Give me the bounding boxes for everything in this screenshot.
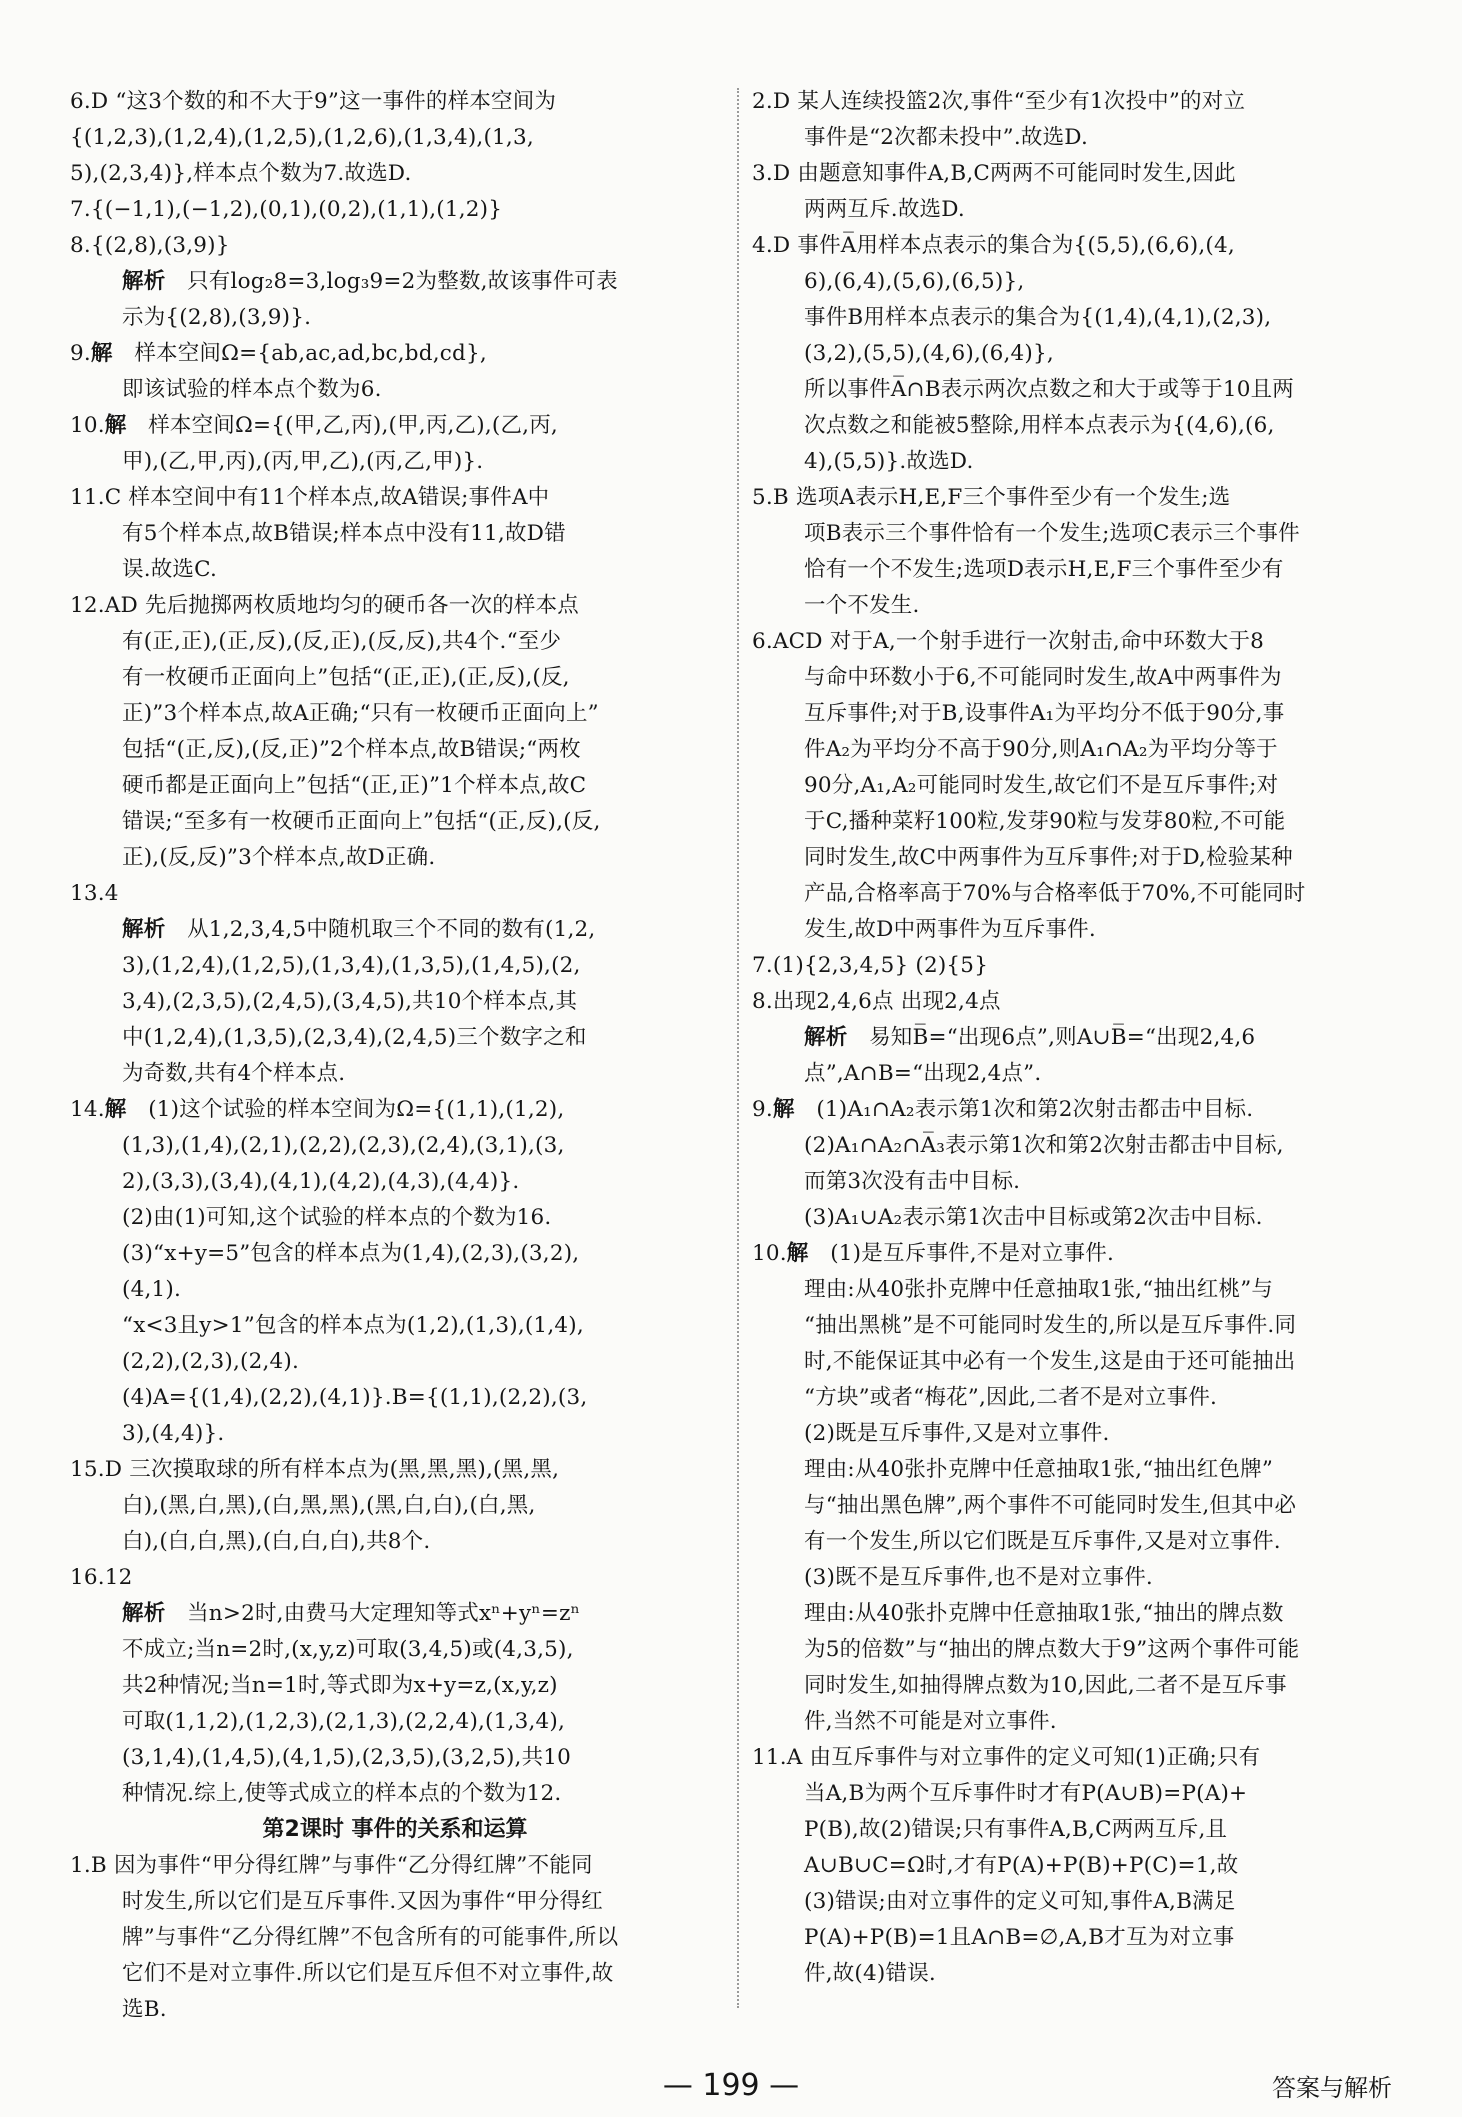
answer-label: 解析 bbox=[804, 1025, 848, 1050]
text-line bbox=[70, 1128, 720, 1164]
line-text: 11.C 样本空间中有11个样本点,故A错误;事件A中 bbox=[70, 485, 550, 510]
text-line bbox=[70, 1056, 720, 1092]
text-line bbox=[70, 624, 720, 660]
answer-label: 解 bbox=[786, 1241, 809, 1266]
line-text: 6.ACD 对于A,一个射手进行一次射击,命中环数大于8 bbox=[752, 629, 1265, 654]
line-text: 正)”3个样本点,故A正确;“只有一枚硬币正面向上” bbox=[122, 701, 599, 726]
line-text: 件A₂为平均分不高于90分,则A₁∩A₂为平均分等于 bbox=[804, 737, 1278, 762]
line-text: 误.故选C. bbox=[122, 557, 218, 582]
line-text: 3),(1,2,4),(1,2,5),(1,3,4),(1,3,5),(1,4,5),(2, bbox=[122, 953, 581, 978]
text-line bbox=[752, 1740, 1402, 1776]
right-column bbox=[752, 84, 1402, 1992]
line-text: P(B),故(2)错误;只有事件A,B,C两两互斥,且 bbox=[804, 1817, 1228, 1842]
text-line bbox=[752, 1848, 1402, 1884]
line-text: (3,1,4),(1,4,5),(4,1,5),(2,3,5),(3,2,5),共10 bbox=[122, 1745, 572, 1770]
answer-label: 解 bbox=[772, 1097, 795, 1122]
text-line bbox=[752, 408, 1402, 444]
text-line bbox=[70, 1308, 720, 1344]
text-line bbox=[70, 300, 720, 336]
line-text: 2),(3,3),(3,4),(4,1),(4,2),(4,3),(4,4)}. bbox=[122, 1169, 520, 1194]
text-line bbox=[70, 1884, 720, 1920]
text-line bbox=[70, 660, 720, 696]
line-text: {(1,2,3),(1,2,4),(1,2,5),(1,2,6),(1,3,4),(1,3, bbox=[70, 125, 534, 150]
line-text: 16.12 bbox=[70, 1565, 133, 1590]
text-line bbox=[70, 984, 720, 1020]
text-line bbox=[70, 1848, 720, 1884]
text-line bbox=[752, 1200, 1402, 1236]
text-line bbox=[70, 1740, 720, 1776]
text-line bbox=[70, 876, 720, 912]
line-text: 为5的倍数”与“抽出的牌点数大于9”这两个事件可能 bbox=[804, 1637, 1300, 1662]
line-text: 所以事件A̅∩B表示两次点数之和大于或等于10且两 bbox=[804, 377, 1295, 402]
line-text: 白),(白,白,黑),(白,白,白),共8个. bbox=[122, 1529, 431, 1554]
text-line bbox=[752, 192, 1402, 228]
text-line bbox=[70, 1488, 720, 1524]
text-line bbox=[70, 1776, 720, 1812]
text-line bbox=[70, 84, 720, 120]
text-line bbox=[752, 1776, 1402, 1812]
line-text: 事件B用样本点表示的集合为{(1,4),(4,1),(2,3), bbox=[804, 305, 1272, 330]
line-text: 有5个样本点,故B错误;样本点中没有11,故D错 bbox=[122, 521, 566, 546]
text-line bbox=[752, 1668, 1402, 1704]
text-line bbox=[752, 480, 1402, 516]
answer-label: 解 bbox=[90, 341, 113, 366]
text-line bbox=[70, 408, 720, 444]
line-text: 正),(反,反)”3个样本点,故D正确. bbox=[122, 845, 436, 870]
text-line bbox=[752, 1812, 1402, 1848]
text-line bbox=[70, 1164, 720, 1200]
text-line bbox=[752, 156, 1402, 192]
line-text: 同时发生,故C中两事件为互斥事件;对于D,检验某种 bbox=[804, 845, 1293, 870]
text-line bbox=[752, 1308, 1402, 1344]
text-line bbox=[70, 1200, 720, 1236]
text-line bbox=[752, 336, 1402, 372]
text-line bbox=[752, 264, 1402, 300]
text-line bbox=[70, 1992, 720, 2028]
answer-label: 解析 bbox=[122, 917, 166, 942]
text-line bbox=[752, 1020, 1402, 1056]
line-text: 当n>2时,由费马大定理知等式xⁿ+yⁿ=zⁿ bbox=[187, 1601, 581, 1626]
line-text: 项B表示三个事件恰有一个发生;选项C表示三个事件 bbox=[804, 521, 1300, 546]
item-number: 14. bbox=[70, 1097, 105, 1122]
line-text: 样本空间Ω={(甲,乙,丙),(甲,丙,乙),(乙,丙, bbox=[148, 413, 558, 438]
footer-label: 答案与解析 bbox=[1272, 2074, 1392, 2102]
line-text: 示为{(2,8),(3,9)}. bbox=[122, 305, 312, 330]
text-line bbox=[752, 948, 1402, 984]
line-text: 点”,A∩B=“出现2,4点”. bbox=[804, 1061, 1042, 1086]
text-line bbox=[752, 228, 1402, 264]
text-line bbox=[70, 480, 720, 516]
line-text: 5),(2,3,4)},样本点个数为7.故选D. bbox=[70, 161, 412, 186]
text-line bbox=[752, 1884, 1402, 1920]
text-line bbox=[752, 1524, 1402, 1560]
line-text: (2,2),(2,3),(2,4). bbox=[122, 1349, 300, 1374]
text-line bbox=[70, 1524, 720, 1560]
line-text: 时发生,所以它们是互斥事件.又因为事件“甲分得红 bbox=[122, 1889, 603, 1914]
line-text: 中(1,2,4),(1,3,5),(2,3,4),(2,4,5)三个数字之和 bbox=[122, 1025, 587, 1050]
text-line bbox=[70, 696, 720, 732]
text-line bbox=[70, 264, 720, 300]
line-text: 3),(4,4)}. bbox=[122, 1421, 225, 1446]
line-text: 有(正,正),(正,反),(反,正),(反,反),共4个.“至少 bbox=[122, 629, 562, 654]
text-line bbox=[70, 912, 720, 948]
line-text: 它们不是对立事件.所以它们是互斥但不对立事件,故 bbox=[122, 1961, 614, 1986]
text-line bbox=[70, 1452, 720, 1488]
line-text: 选B. bbox=[122, 1997, 167, 2022]
answer-label: 解析 bbox=[122, 269, 166, 294]
text-line bbox=[752, 300, 1402, 336]
text-line bbox=[752, 984, 1402, 1020]
text-line bbox=[752, 1092, 1402, 1128]
line-text: 3.D 由题意知事件A,B,C两两不可能同时发生,因此 bbox=[752, 161, 1236, 186]
item-number: 9. bbox=[752, 1097, 773, 1122]
item-number: 9. bbox=[70, 341, 91, 366]
line-text: 2.D 某人连续投篮2次,事件“至少有1次投中”的对立 bbox=[752, 89, 1246, 114]
line-text: 12.AD 先后抛掷两枚质地均匀的硬币各一次的样本点 bbox=[70, 593, 579, 618]
text-line bbox=[70, 192, 720, 228]
line-text: 不成立;当n=2时,(x,y,z)可取(3,4,5)或(4,3,5), bbox=[122, 1637, 574, 1662]
text-line bbox=[70, 1632, 720, 1668]
item-number: 10. bbox=[70, 413, 105, 438]
text-line bbox=[70, 1272, 720, 1308]
line-text: 恰有一个不发生;选项D表示H,E,F三个事件至少有 bbox=[804, 557, 1284, 582]
line-text: 有一个发生,所以它们既是互斥事件,又是对立事件. bbox=[804, 1529, 1281, 1554]
line-text: (1)A₁∩A₂表示第1次和第2次射击都击中目标. bbox=[816, 1097, 1254, 1122]
line-text: 产品,合格率高于70%与合格率低于70%,不可能同时 bbox=[804, 881, 1306, 906]
line-text: (3)A₁∪A₂表示第1次击中目标或第2次击中目标. bbox=[804, 1205, 1263, 1230]
text-line bbox=[70, 444, 720, 480]
text-line bbox=[70, 1668, 720, 1704]
text-line bbox=[70, 840, 720, 876]
text-line bbox=[752, 1452, 1402, 1488]
text-line bbox=[70, 1416, 720, 1452]
line-text: 时,不能保证其中必有一个发生,这是由于还可能抽出 bbox=[804, 1349, 1296, 1374]
line-text: 种情况.综上,使等式成立的样本点的个数为12. bbox=[122, 1781, 562, 1806]
text-line bbox=[70, 1020, 720, 1056]
text-line bbox=[752, 1416, 1402, 1452]
text-line bbox=[752, 1272, 1402, 1308]
text-line bbox=[752, 1164, 1402, 1200]
line-text: 一个不发生. bbox=[804, 593, 920, 618]
answer-label: 解 bbox=[104, 413, 127, 438]
line-text: 当A,B为两个互斥事件时才有P(A∪B)=P(A)+ bbox=[804, 1781, 1248, 1806]
text-line bbox=[752, 1704, 1402, 1740]
text-line bbox=[752, 1236, 1402, 1272]
line-text: 硬币都是正面向上”包括“(正,正)”1个样本点,故C bbox=[122, 773, 587, 798]
text-line bbox=[752, 804, 1402, 840]
text-line bbox=[70, 1704, 720, 1740]
line-text: 同时发生,如抽得牌点数为10,因此,二者不是互斥事 bbox=[804, 1673, 1287, 1698]
text-line bbox=[70, 552, 720, 588]
line-text: 90分,A₁,A₂可能同时发生,故它们不是互斥事件;对 bbox=[804, 773, 1279, 798]
line-text: 样本空间Ω={ab,ac,ad,bc,bd,cd}, bbox=[134, 341, 487, 366]
text-line bbox=[752, 372, 1402, 408]
line-text: (3)既不是互斥事件,也不是对立事件. bbox=[804, 1565, 1153, 1590]
line-text: P(A)+P(B)=1且A∩B=∅,A,B才互为对立事 bbox=[804, 1925, 1235, 1950]
line-text: 为奇数,共有4个样本点. bbox=[122, 1061, 346, 1086]
text-line bbox=[752, 1380, 1402, 1416]
line-text: 错误;“至多有一枚硬币正面向上”包括“(正,反),(反, bbox=[122, 809, 601, 834]
line-text: (1)这个试验的样本空间为Ω={(1,1),(1,2), bbox=[148, 1097, 565, 1122]
text-line bbox=[752, 1128, 1402, 1164]
line-text: (4)A={(1,4),(2,2),(4,1)}.B={(1,1),(2,2),(3, bbox=[122, 1385, 588, 1410]
line-text: 4.D 事件A̅用样本点表示的集合为{(5,5),(6,6),(4, bbox=[752, 233, 1235, 258]
line-text: 13.4 bbox=[70, 881, 119, 906]
line-text: (3,2),(5,5),(4,6),(6,4)}, bbox=[804, 341, 1054, 366]
line-text: 次点数之和能被5整除,用样本点表示为{(4,6),(6, bbox=[804, 413, 1275, 438]
line-text: 白),(黑,白,黑),(白,黑,黑),(黑,白,白),(白,黑, bbox=[122, 1493, 536, 1518]
text-line bbox=[70, 1596, 720, 1632]
item-number: 10. bbox=[752, 1241, 787, 1266]
line-text: 可取(1,1,2),(1,2,3),(2,1,3),(2,2,4),(1,3,4), bbox=[122, 1709, 565, 1734]
line-text: (2)A₁∩A₂∩A̅₃表示第1次和第2次射击都击中目标, bbox=[804, 1133, 1284, 1158]
text-line bbox=[70, 372, 720, 408]
text-line bbox=[70, 516, 720, 552]
line-text: 而第3次没有击中目标. bbox=[804, 1169, 1021, 1194]
line-text: A∪B∪C=Ω时,才有P(A)+P(B)+P(C)=1,故 bbox=[804, 1853, 1239, 1878]
text-line bbox=[70, 1560, 720, 1596]
line-text: 只有log₂8=3,log₃9=2为整数,故该事件可表 bbox=[187, 269, 618, 294]
line-text: 8.{(2,8),(3,9)} bbox=[70, 233, 230, 258]
text-line bbox=[70, 336, 720, 372]
text-line bbox=[70, 120, 720, 156]
text-line bbox=[70, 228, 720, 264]
left-column bbox=[70, 84, 720, 2028]
text-line bbox=[752, 1596, 1402, 1632]
text-line bbox=[752, 84, 1402, 120]
text-line bbox=[70, 804, 720, 840]
line-text: 与“抽出黑色牌”,两个事件不可能同时发生,但其中必 bbox=[804, 1493, 1297, 1518]
line-text: 第2课时 事件的关系和运算 bbox=[262, 1817, 528, 1842]
line-text: “方块”或者“梅花”,因此,二者不是对立事件. bbox=[804, 1385, 1218, 1410]
line-text: 互斥事件;对于B,设事件A₁为平均分不低于90分,事 bbox=[804, 701, 1285, 726]
line-text: (2)由(1)可知,这个试验的样本点的个数为16. bbox=[122, 1205, 552, 1230]
line-text: 共2种情况;当n=1时,等式即为x+y=z,(x,y,z) bbox=[122, 1673, 558, 1698]
line-text: 7.{(−1,1),(−1,2),(0,1),(0,2),(1,1),(1,2)} bbox=[70, 197, 503, 222]
line-text: (4,1). bbox=[122, 1277, 182, 1302]
line-text: 理由:从40张扑克牌中任意抽取1张,“抽出红桃”与 bbox=[804, 1277, 1274, 1302]
text-line bbox=[752, 1956, 1402, 1992]
line-text: 11.A 由互斥事件与对立事件的定义可知(1)正确;只有 bbox=[752, 1745, 1261, 1770]
line-text: (3)“x+y=5”包含的样本点为(1,4),(2,3),(3,2), bbox=[122, 1241, 580, 1266]
line-text: 4),(5,5)}.故选D. bbox=[804, 449, 974, 474]
page-number: — 199 — bbox=[662, 2068, 800, 2103]
line-text: 件,当然不可能是对立事件. bbox=[804, 1709, 1057, 1734]
text-line bbox=[70, 1380, 720, 1416]
line-text: (1,3),(1,4),(2,1),(2,2),(2,3),(2,4),(3,1),(3, bbox=[122, 1133, 565, 1158]
line-text: (2)既是互斥事件,又是对立事件. bbox=[804, 1421, 1110, 1446]
text-line bbox=[752, 1488, 1402, 1524]
line-text: 15.D 三次摸取球的所有样本点为(黑,黑,黑),(黑,黑, bbox=[70, 1457, 560, 1482]
line-text: 即该试验的样本点个数为6. bbox=[122, 377, 382, 402]
answer-label: 解 bbox=[104, 1097, 127, 1122]
text-line bbox=[70, 1236, 720, 1272]
line-text: 7.(1){2,3,4,5} (2){5} bbox=[752, 953, 989, 978]
line-text: “抽出黑桃”是不可能同时发生的,所以是互斥事件.同 bbox=[804, 1313, 1297, 1338]
line-text: 6.D “这3个数的和不大于9”这一事件的样本空间为 bbox=[70, 89, 557, 114]
text-line bbox=[70, 156, 720, 192]
text-line bbox=[752, 696, 1402, 732]
text-line bbox=[752, 732, 1402, 768]
line-text: 5.B 选项A表示H,E,F三个事件至少有一个发生;选 bbox=[752, 485, 1231, 510]
line-text: 件,故(4)错误. bbox=[804, 1961, 936, 1986]
column-divider bbox=[737, 88, 739, 2008]
text-line bbox=[752, 624, 1402, 660]
text-line bbox=[752, 516, 1402, 552]
text-line bbox=[70, 768, 720, 804]
line-text: 牌”与事件“乙分得红牌”不包含所有的可能事件,所以 bbox=[122, 1925, 619, 1950]
text-line bbox=[752, 588, 1402, 624]
line-text: 易知B̅=“出现6点”,则A∪B̅=“出现2,4,6 bbox=[869, 1025, 1256, 1050]
text-line bbox=[752, 912, 1402, 948]
text-line bbox=[752, 1056, 1402, 1092]
text-line bbox=[752, 660, 1402, 696]
text-line bbox=[752, 1632, 1402, 1668]
text-line bbox=[752, 1344, 1402, 1380]
text-line bbox=[752, 1560, 1402, 1596]
line-text: 3,4),(2,3,5),(2,4,5),(3,4,5),共10个样本点,其 bbox=[122, 989, 578, 1014]
line-text: 8.出现2,4,6点 出现2,4点 bbox=[752, 989, 1001, 1014]
line-text: 理由:从40张扑克牌中任意抽取1张,“抽出红色牌” bbox=[804, 1457, 1274, 1482]
line-text: 1.B 因为事件“甲分得红牌”与事件“乙分得红牌”不能同 bbox=[70, 1853, 593, 1878]
line-text: 理由:从40张扑克牌中任意抽取1张,“抽出的牌点数 bbox=[804, 1601, 1284, 1626]
section-title bbox=[70, 1812, 720, 1848]
text-line bbox=[70, 1956, 720, 1992]
line-text: 有一枚硬币正面向上”包括“(正,正),(正,反),(反, bbox=[122, 665, 570, 690]
line-text: 从1,2,3,4,5中随机取三个不同的数有(1,2, bbox=[187, 917, 596, 942]
answer-label: 解析 bbox=[122, 1601, 166, 1626]
text-line bbox=[752, 1920, 1402, 1956]
text-line bbox=[752, 552, 1402, 588]
line-text: 甲),(乙,甲,丙),(丙,甲,乙),(丙,乙,甲)}. bbox=[122, 449, 484, 474]
text-line bbox=[752, 876, 1402, 912]
line-text: 两两互斥.故选D. bbox=[804, 197, 965, 222]
text-line bbox=[752, 444, 1402, 480]
line-text: 6),(6,4),(5,6),(6,5)}, bbox=[804, 269, 1025, 294]
line-text: 发生,故D中两事件为互斥事件. bbox=[804, 917, 1096, 942]
text-line bbox=[70, 732, 720, 768]
line-text: (1)是互斥事件,不是对立事件. bbox=[830, 1241, 1115, 1266]
text-line bbox=[70, 1920, 720, 1956]
text-line bbox=[70, 588, 720, 624]
text-line bbox=[752, 120, 1402, 156]
line-text: 包括“(正,反),(反,正)”2个样本点,故B错误;“两枚 bbox=[122, 737, 581, 762]
text-line bbox=[70, 1344, 720, 1380]
line-text: 事件是“2次都未投中”.故选D. bbox=[804, 125, 1089, 150]
text-line bbox=[70, 948, 720, 984]
text-line bbox=[752, 840, 1402, 876]
line-text: 于C,播种菜籽100粒,发芽90粒与发芽80粒,不可能 bbox=[804, 809, 1286, 834]
text-line bbox=[70, 1092, 720, 1128]
text-line bbox=[752, 768, 1402, 804]
line-text: 与命中环数小于6,不可能同时发生,故A中两事件为 bbox=[804, 665, 1282, 690]
line-text: (3)错误;由对立事件的定义可知,事件A,B满足 bbox=[804, 1889, 1236, 1914]
line-text: “x<3且y>1”包含的样本点为(1,2),(1,3),(1,4), bbox=[122, 1313, 584, 1338]
